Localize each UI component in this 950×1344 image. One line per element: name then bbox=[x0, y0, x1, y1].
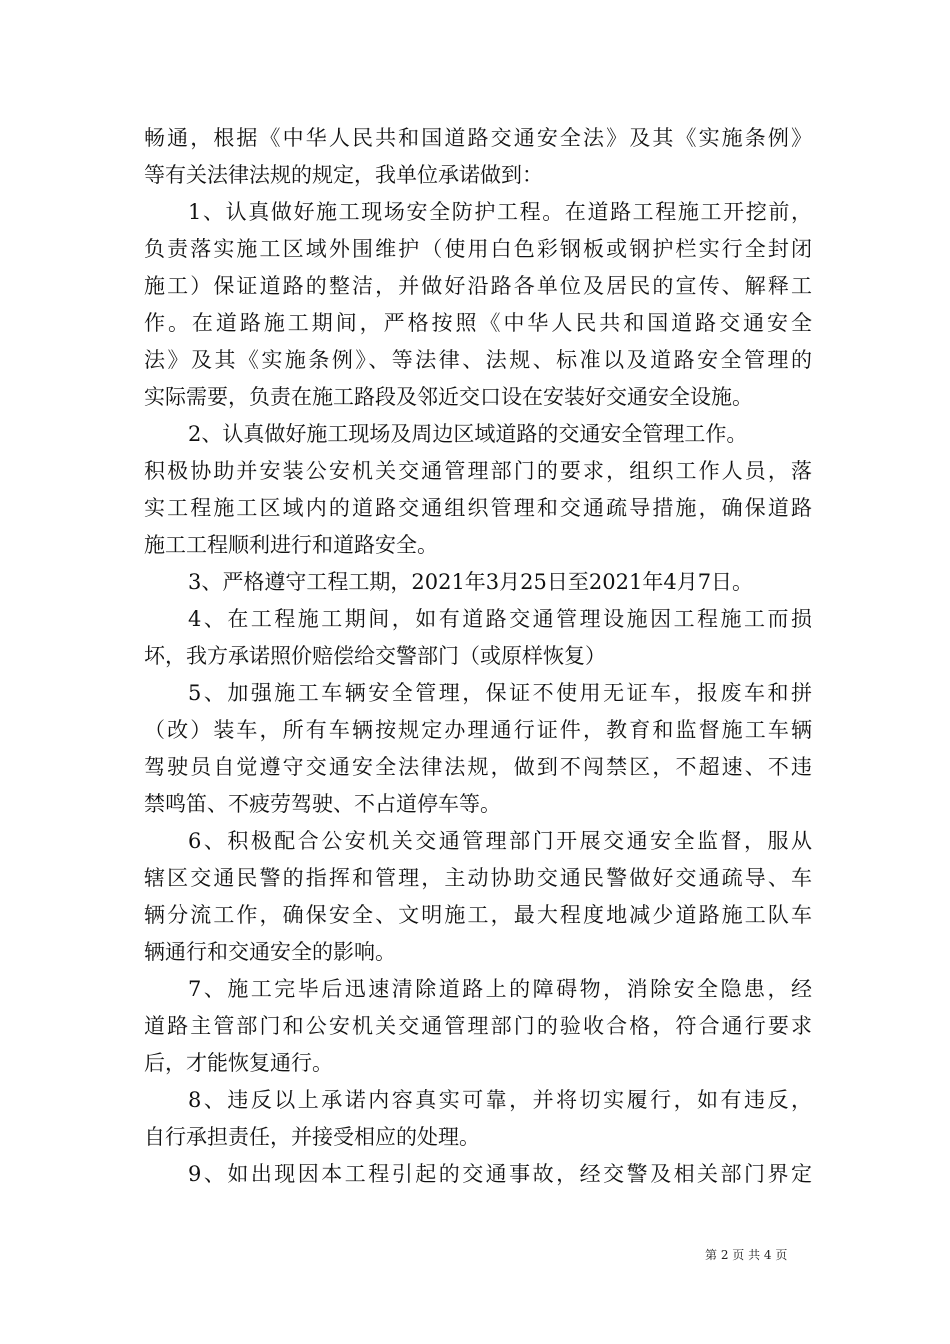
paragraph-start-line: 9、如出现因本工程引起的交通事故，经交警及相关部门界定 bbox=[188, 1162, 812, 1186]
text-line: 等有关法律法规的规定，我单位承诺做到： bbox=[144, 163, 543, 187]
text-line: 积极协助并安装公安机关交通管理部门的要求，组织工作人员，落 bbox=[144, 459, 812, 483]
text-line: 驾驶员自觉遵守交通安全法律法规，做到不闯禁区，不超速、不违 bbox=[144, 755, 812, 779]
paragraph-start-line: 5、加强施工车辆安全管理，保证不使用无证车，报废车和拼 bbox=[188, 681, 812, 705]
text-line: （改）装车，所有车辆按规定办理通行证件，教育和监督施工车辆 bbox=[144, 718, 812, 742]
text-line: 法》及其《实施条例》、等法律、法规、标准以及道路安全管理的 bbox=[144, 348, 812, 372]
text-line: 辆分流工作，确保安全、文明施工，最大程度地减少道路施工队车 bbox=[144, 903, 812, 927]
paragraph-start-line: 6、积极配合公安机关交通管理部门开展交通安全监督，服从 bbox=[188, 829, 812, 853]
text-line: 道路主管部门和公安机关交通管理部门的验收合格，符合通行要求 bbox=[144, 1014, 812, 1038]
paragraph-start-line: 3、严格遵守工程工期，2021年3月25日至2021年4月7日。 bbox=[188, 570, 754, 594]
paragraph-start-line: 4、在工程施工期间，如有道路交通管理设施因工程施工而损 bbox=[188, 607, 812, 631]
paragraph-start-line: 7、施工完毕后迅速清除道路上的障碍物，消除安全隐患，经 bbox=[188, 977, 812, 1001]
text-line: 辖区交通民警的指挥和管理，主动协助交通民警做好交通疏导、车 bbox=[144, 866, 812, 890]
text-line: 辆通行和交通安全的影响。 bbox=[144, 940, 396, 964]
text-line: 实际需要，负责在施工路段及邻近交口设在安装好交通安全设施。 bbox=[144, 385, 753, 409]
paragraph-start-line: 2、认真做好施工现场及周边区域道路的交通安全管理工作。 bbox=[188, 422, 748, 446]
text-line: 禁鸣笛、不疲劳驾驶、不占道停车等。 bbox=[144, 792, 501, 816]
text-line: 畅通，根据《中华人民共和国道路交通安全法》及其《实施条例》 bbox=[144, 126, 812, 150]
paragraph-start-line: 1、认真做好施工现场安全防护工程。在道路工程施工开挖前， bbox=[188, 200, 812, 224]
text-line: 后，才能恢复通行。 bbox=[144, 1051, 333, 1075]
text-line: 坏，我方承诺照价赔偿给交警部门（或原样恢复） bbox=[144, 644, 606, 668]
text-line: 作。在道路施工期间，严格按照《中华人民共和国道路交通安全 bbox=[144, 311, 812, 335]
text-line: 施工）保证道路的整洁，并做好沿路各单位及居民的宣传、解释工 bbox=[144, 274, 812, 298]
page-number-footer: 第 2 页 共 4 页 bbox=[705, 1248, 788, 1262]
text-line: 自行承担责任，并接受相应的处理。 bbox=[144, 1125, 480, 1149]
paragraph-start-line: 8、违反以上承诺内容真实可靠，并将切实履行，如有违反， bbox=[188, 1088, 812, 1112]
document-body bbox=[144, 120, 812, 1193]
text-line: 施工工程顺利进行和道路安全。 bbox=[144, 533, 438, 557]
text-line: 实工程施工区域内的道路交通组织管理和交通疏导措施，确保道路 bbox=[144, 496, 812, 520]
text-line: 负责落实施工区域外围维护（使用白色彩钢板或钢护栏实行全封闭 bbox=[144, 237, 812, 261]
